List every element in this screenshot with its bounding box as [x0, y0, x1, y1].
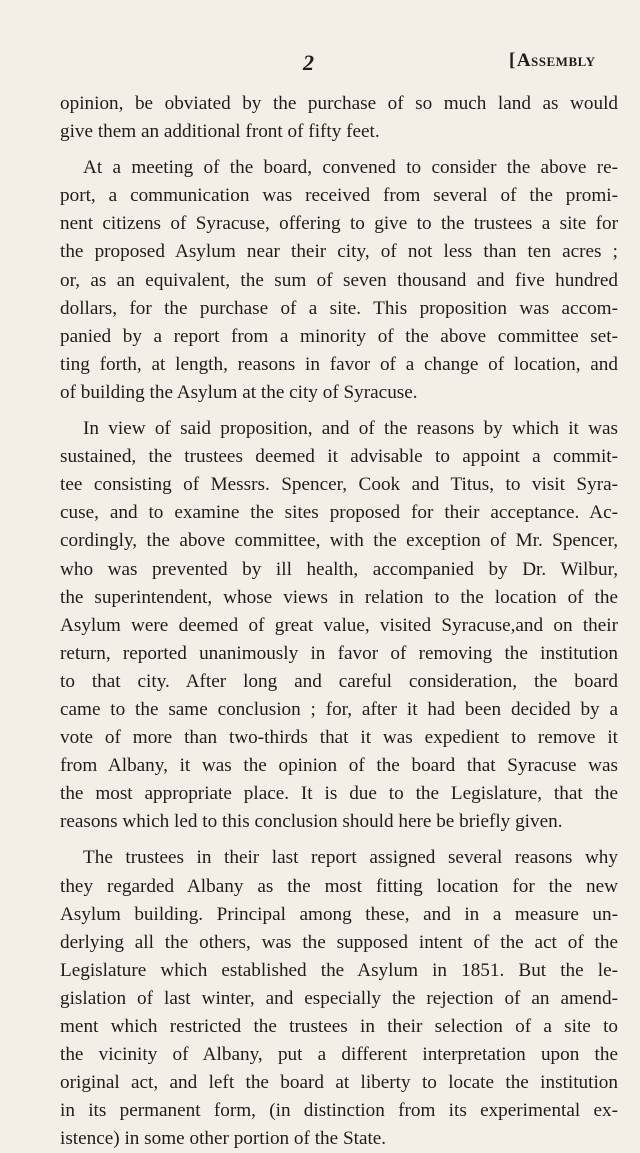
text-line: port, a communication was received from several of the promi- — [60, 185, 618, 207]
text-line: cordingly, the above committee, with the exception of Mr. Spencer, — [60, 530, 618, 552]
paragraph — [60, 415, 618, 836]
page-number: 2 — [303, 50, 314, 75]
text-line: istence) in some other portion of the State. — [60, 1128, 387, 1150]
text-line: Asylum building. Principal among these, and in a measure un- — [60, 903, 618, 925]
text-line: vote of more than two-thirds that it was expedient to remove it — [60, 727, 618, 749]
text-line: Legislature which established the Asylum in 1851. But the le- — [60, 959, 618, 981]
text-line: dollars, for the purchase of a site. This proposition was accom- — [60, 297, 618, 319]
paragraph — [60, 154, 618, 407]
text-line: cuse, and to examine the sites proposed for their acceptance. Ac- — [60, 502, 618, 524]
text-line: return, reported unanimously in favor of removing the institution — [60, 642, 618, 664]
text-line: the proposed Asylum near their city, of not less than ten acres ; — [60, 241, 618, 263]
text-line: came to the same conclusion ; for, after it had been decided by a — [60, 698, 618, 720]
text-line: reasons which led to this conclusion should here be briefly given. — [60, 811, 563, 833]
text-line: the superintendent, whose views in relation to the location of the — [60, 586, 618, 608]
text-line: ment which restricted the trustees in their selection of a site to — [60, 1016, 618, 1037]
text-line: of building the Asylum at the city of Syracuse. — [60, 381, 418, 403]
text-line: give them an additional front of fifty feet. — [60, 121, 380, 143]
text-line: In view of said proposition, and of the reasons by which it was — [83, 418, 618, 440]
running-head-title: Assembly — [516, 50, 596, 71]
page-header — [0, 50, 640, 80]
text-line: Asylum were deemed of great value, visited Syracuse,and on their — [60, 614, 618, 636]
text-line: ting forth, at length, reasons in favor of a change of location, and — [60, 353, 618, 375]
text-line: nent citizens of Syracuse, offering to give to the trustees a site for — [60, 213, 618, 235]
running-head-bracket: [ — [509, 50, 516, 71]
running-head — [509, 50, 596, 72]
text-line: the vicinity of Albany, put a different interpretation upon the — [60, 1044, 618, 1066]
text-line: in its permanent form, (in distinction from its experimental ex- — [60, 1100, 618, 1122]
paragraph — [60, 90, 618, 146]
text-line: opinion, be obviated by the purchase of so much land as would — [60, 93, 618, 114]
text-line: The trustees in their last report assigned several reasons why — [83, 847, 618, 869]
text-line: they regarded Albany as the most fitting location for the new — [60, 875, 618, 897]
body-text — [60, 90, 618, 1153]
paragraph — [60, 844, 618, 1153]
text-line: to that city. After long and careful consideration, the board — [60, 670, 618, 692]
text-line: At a meeting of the board, convened to consider the above re- — [83, 157, 618, 179]
text-line: derlying all the others, was the supposed intent of the act of the — [60, 931, 618, 953]
text-line: or, as an equivalent, the sum of seven thousand and five hundred — [60, 269, 618, 291]
text-line: from Albany, it was the opinion of the board that Syracuse was — [60, 755, 618, 777]
text-line: panied by a report from a minority of the above committee set- — [60, 325, 618, 347]
text-line: the most appropriate place. It is due to the Legislature, that the — [60, 783, 618, 805]
text-line: gislation of last winter, and especially the rejection of an amend- — [60, 987, 618, 1009]
text-line: who was prevented by ill health, accompanied by Dr. Wilbur, — [60, 558, 618, 580]
text-line: original act, and left the board at liberty to locate the institution — [60, 1072, 618, 1094]
text-line: sustained, the trustees deemed it advisable to appoint a commit- — [60, 446, 618, 468]
text-line: tee consisting of Messrs. Spencer, Cook and Titus, to visit Syra- — [60, 474, 618, 496]
